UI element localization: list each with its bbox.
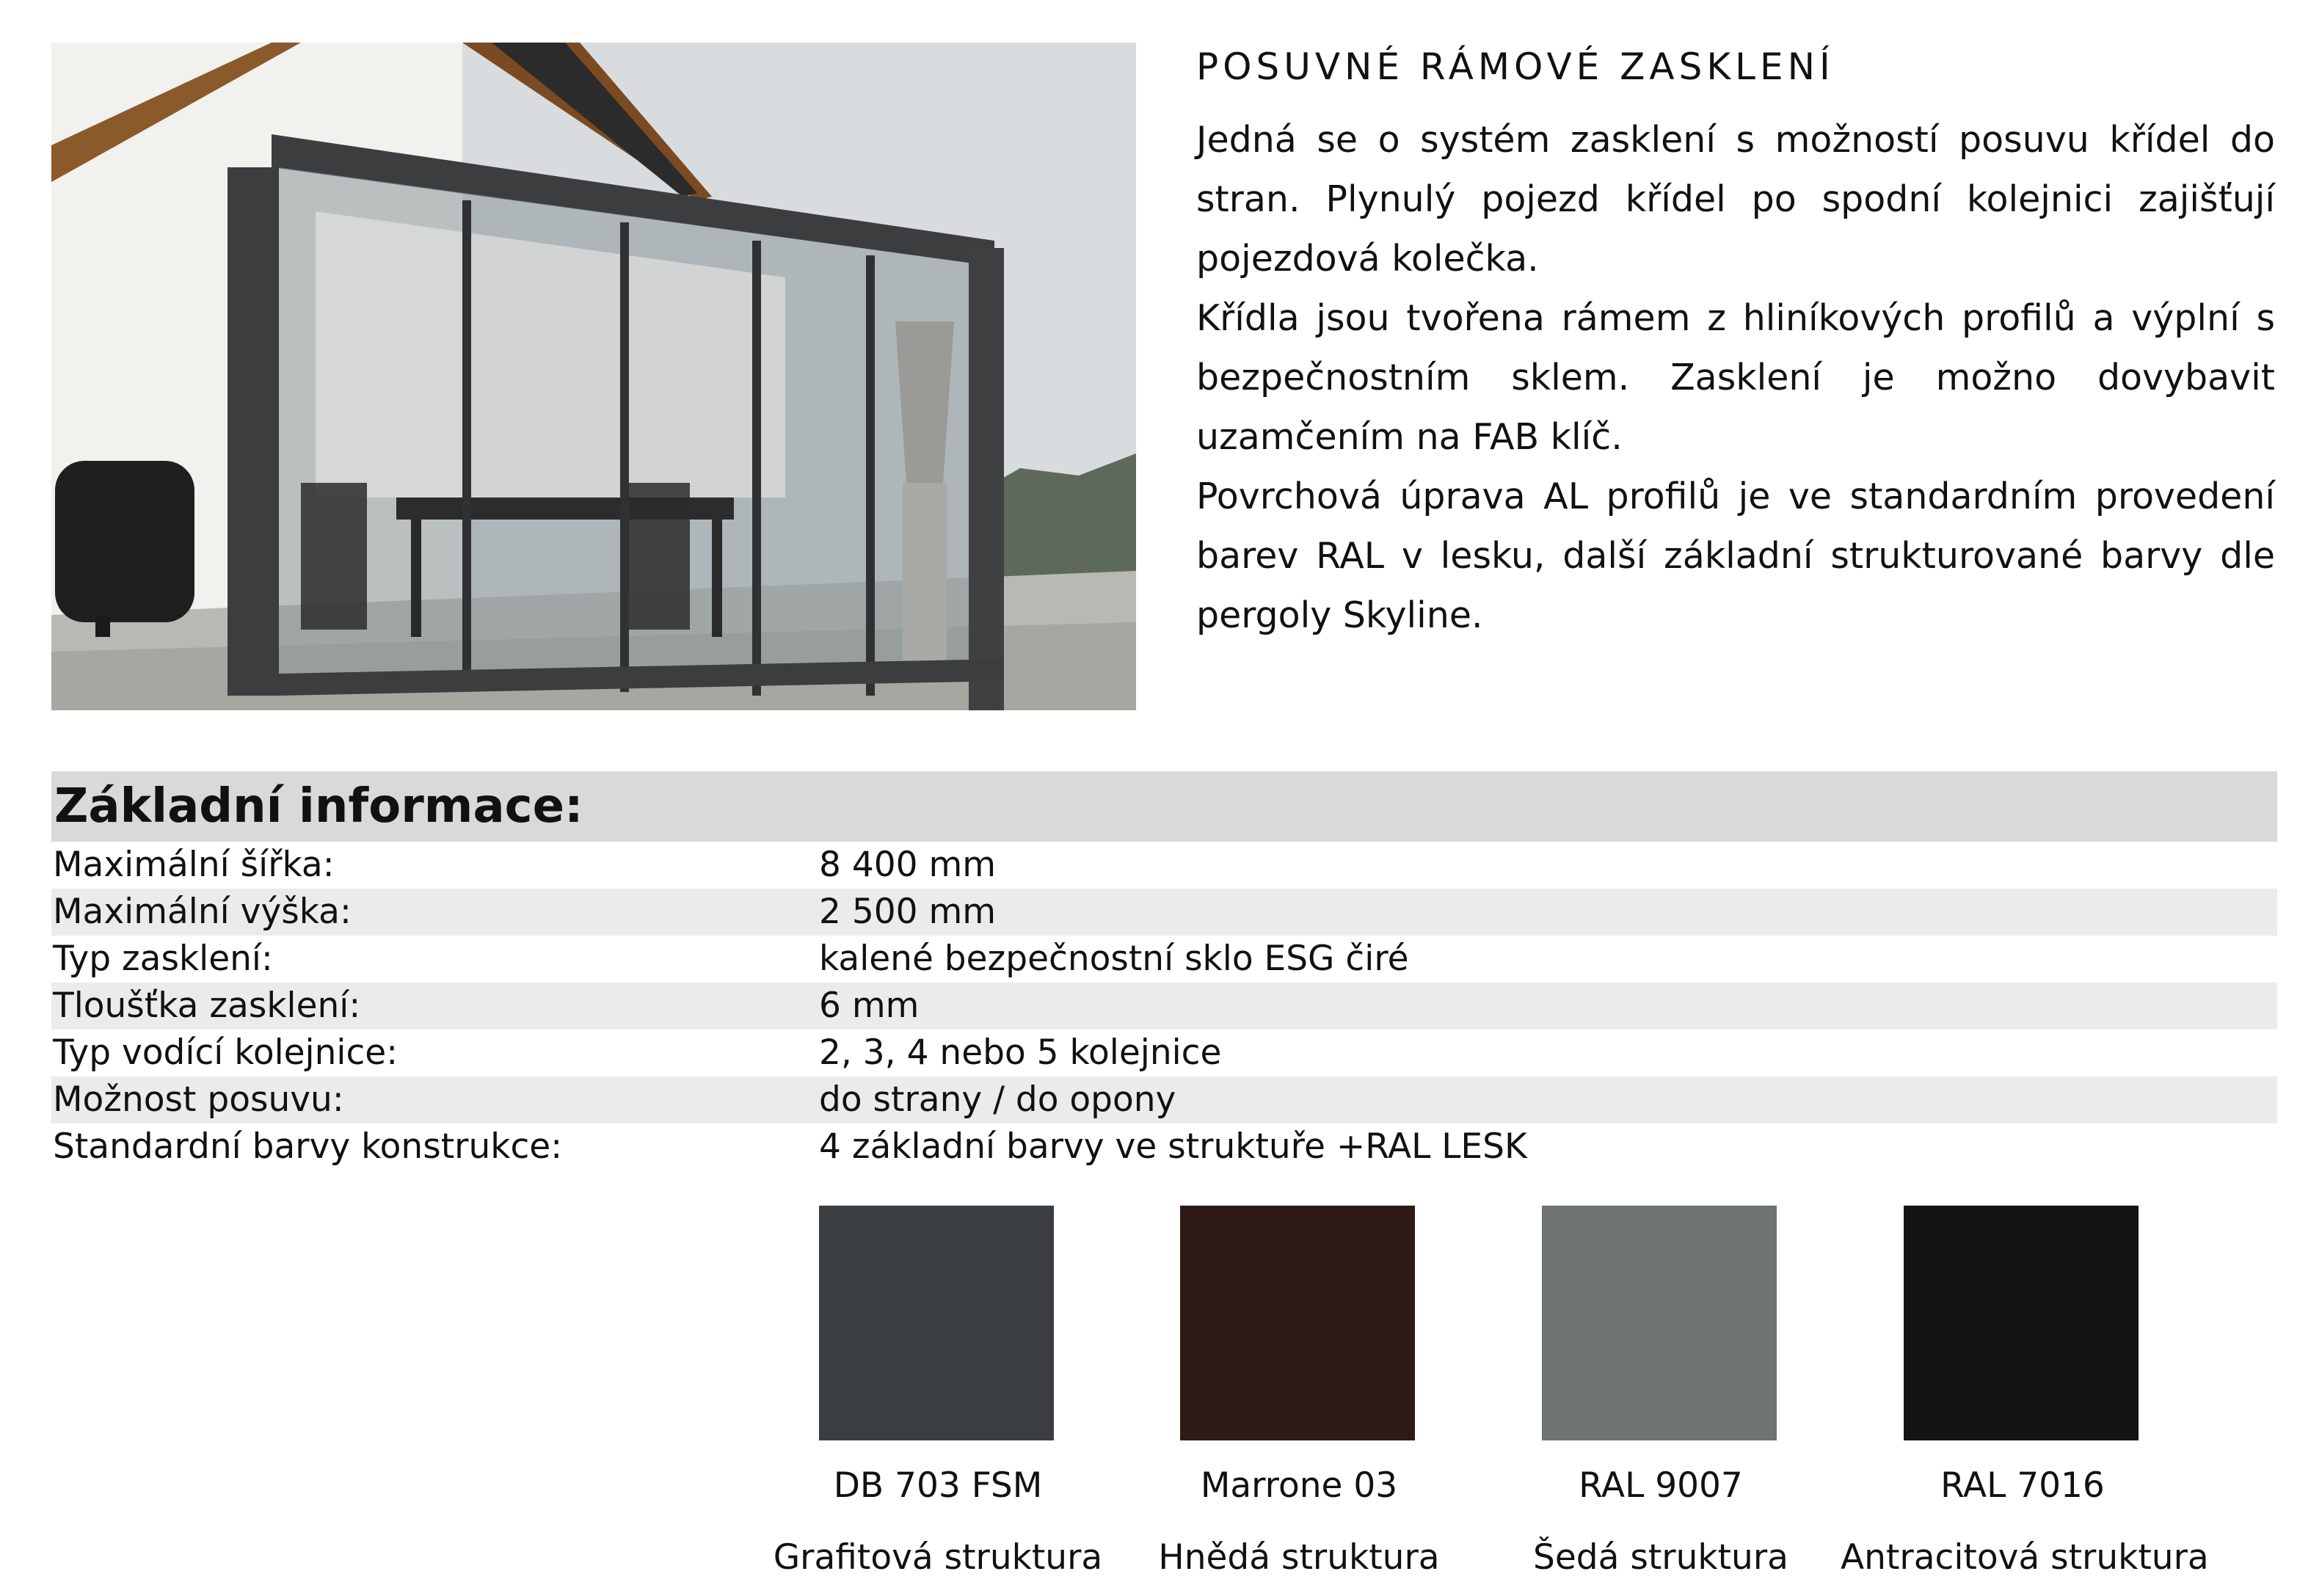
description [1196,110,2275,645]
glazing-illustration [51,43,1136,710]
info-table [51,842,2277,1170]
color-chip [1180,1206,1415,1440]
swatch-name: Hnědá struktura [1158,1537,1440,1578]
info-label: Možnost posuvu: [53,1079,344,1120]
info-row-glazing-type [51,936,2277,983]
swatch-name: Antracitová struktura [1841,1537,2209,1578]
color-swatches [756,1206,2224,1587]
swatch-graphite [756,1206,1120,1587]
info-value: 2 500 mm [819,892,997,932]
color-chip [1904,1206,2139,1440]
swatch-code: RAL 9007 [1579,1465,1743,1506]
info-label: Maximální výška: [53,892,352,932]
info-value: kalené bezpečnostní sklo ESG čiré [819,939,1409,979]
info-value: 2, 3, 4 nebo 5 kolejnice [819,1032,1222,1073]
color-chip [1542,1206,1777,1440]
info-value: 4 základní barvy ve struktuře +RAL LESK [819,1126,1527,1167]
swatch-anthracite [1841,1206,2209,1587]
info-value: do strany / do opony [819,1079,1176,1120]
description-paragraph: Povrchová úprava AL profilů je ve standardním provedení barev RAL v lesku, další základní strukturované barvy dle pergoly Skyline. [1196,475,2275,636]
swatch-brown [1117,1206,1481,1587]
swatch-code: Marrone 03 [1200,1465,1398,1506]
info-label: Typ zasklení: [53,939,273,979]
info-row-rail-type [51,1030,2277,1076]
info-section-title: Základní informace: [54,779,583,834]
info-row-slide-option [51,1076,2277,1123]
swatch-name: Šedá struktura [1533,1537,1788,1578]
info-row-standard-colors [51,1123,2277,1170]
page-title: POSUVNÉ RÁMOVÉ ZASKLENÍ [1196,45,1835,88]
swatch-code: RAL 7016 [1940,1465,2105,1506]
swatch-grey [1479,1206,1843,1587]
info-label: Tloušťka zasklení: [53,985,361,1026]
product-photo [51,43,1136,710]
info-label: Typ vodící kolejnice: [53,1032,398,1073]
description-paragraph: Jedná se o systém zasklení s možností posuvu křídel do stran. Plynulý pojezd křídel po spodní kolejnici zajišťují pojezdová kolečka. [1196,119,2275,280]
info-label: Standardní barvy konstrukce: [53,1126,563,1167]
color-chip [819,1206,1054,1440]
info-row-glazing-thickness [51,983,2277,1030]
info-row-max-width [51,842,2277,889]
info-label: Maximální šířka: [53,845,335,885]
swatch-code: DB 703 FSM [833,1465,1043,1506]
info-value: 8 400 mm [819,845,997,885]
info-section-header [51,771,2277,842]
description-paragraph: Křídla jsou tvořena rámem z hliníkových profilů a výplní s bezpečnostním sklem. Zasklení je možno dovybavit uzamčením na FAB klíč. [1196,297,2275,458]
info-row-max-height [51,889,2277,936]
info-value: 6 mm [819,985,920,1026]
swatch-name: Grafitová struktura [773,1537,1103,1578]
